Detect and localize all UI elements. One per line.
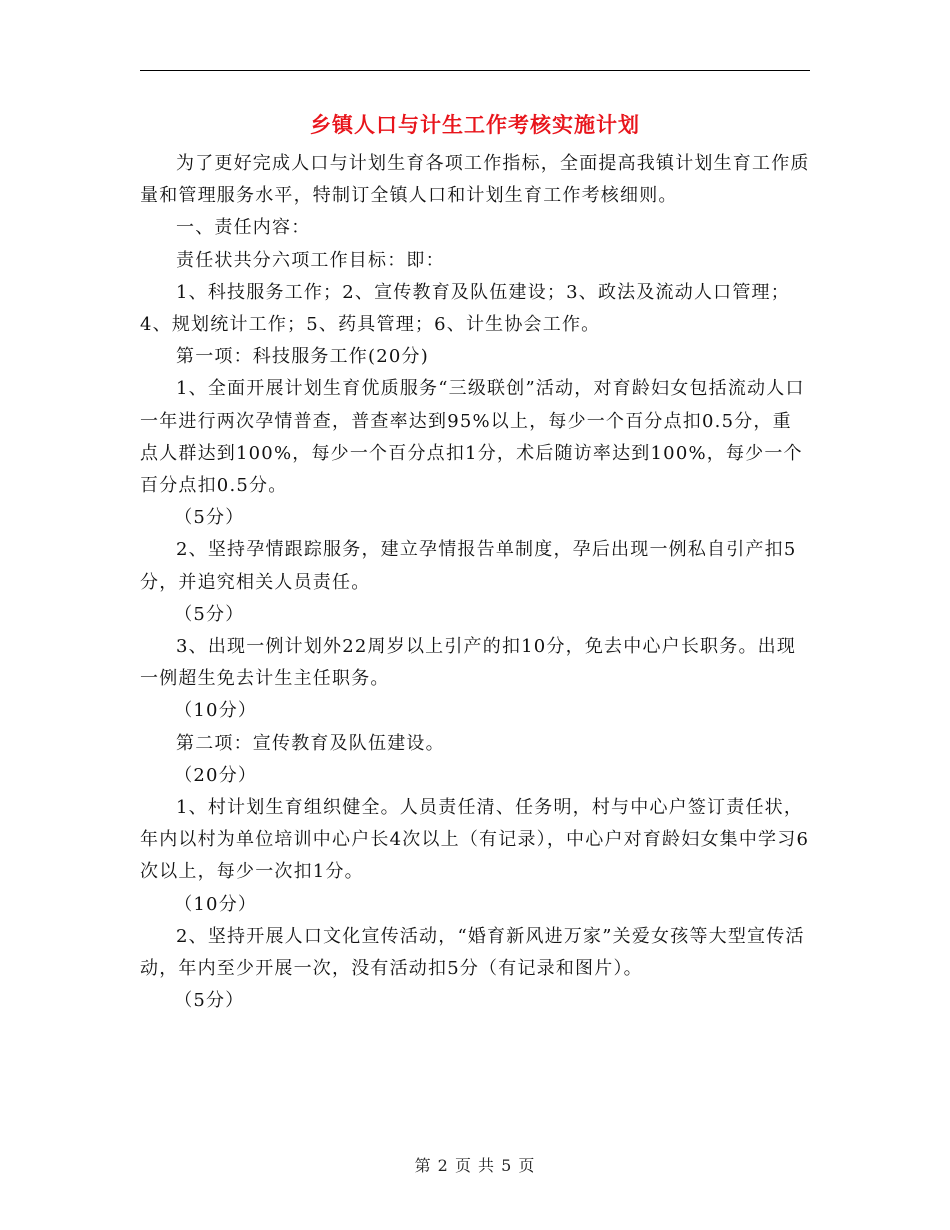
score-note: （5分） [174, 507, 245, 529]
paragraph: 2、坚持开展人口文化宣传活动，“婚育新风进万家”关爱女孩等大型宣传活动，年内至少开展一次，没有活动扣5分（有记录和图片）。 [140, 925, 805, 980]
paragraph: 一、责任内容： [176, 217, 311, 239]
paragraph: 3、出现一例计划外22周岁以上引产的扣10分，免去中心户长职务。出现一例超生免去计生主任职务。 [140, 636, 797, 690]
score-note: （5分） [174, 603, 245, 625]
paragraph: 1、科技服务工作；2、宣传教育及队伍建设；3、政法及流动人口管理；4、规划统计工作；5、药具管理；6、计生协会工作。 [140, 281, 790, 336]
page-number: 第 2 页 共 5 页 [414, 1156, 536, 1175]
document-body [140, 148, 810, 1017]
document-title: 乡镇人口与计生工作考核实施计划 [310, 112, 640, 137]
paragraph: 责任状共分六项工作目标：即： [176, 249, 445, 271]
score-note: （5分） [174, 990, 245, 1012]
paragraph: 1、全面开展计划生育优质服务“三级联创”活动，对育龄妇女包括流动人口一年进行两次孕情普查，普查率达到95%以上，每少一个百分点扣0.5分，重点人群达到100%，每少一个百分点扣1分，术后随访率达到100%，每少一个百分点扣0.5分。 [140, 378, 805, 497]
score-note: （20分） [174, 764, 258, 786]
score-note: （10分） [174, 700, 258, 722]
paragraph: 2、坚持孕情跟踪服务，建立孕情报告单制度，孕后出现一例私自引产扣5分，并追究相关人员责任。 [140, 539, 797, 593]
paragraph: 1、村计划生育组织健全。人员责任清、任务明，村与中心户签订责任状，年内以村为单位培训中心户长4次以上（有记录），中心户对育龄妇女集中学习6次以上，每少一次扣1分。 [140, 797, 810, 883]
section-heading: 第二项：宣传教育及队伍建设。 [176, 732, 445, 754]
header-rule [140, 70, 810, 71]
score-note: （10分） [174, 893, 258, 915]
paragraph: 为了更好完成人口与计划生育各项工作指标，全面提高我镇计划生育工作质量和管理服务水平，特制订全镇人口和计划生育工作考核细则。 [140, 153, 810, 207]
section-heading: 第一项：科技服务工作(20分) [176, 346, 429, 368]
